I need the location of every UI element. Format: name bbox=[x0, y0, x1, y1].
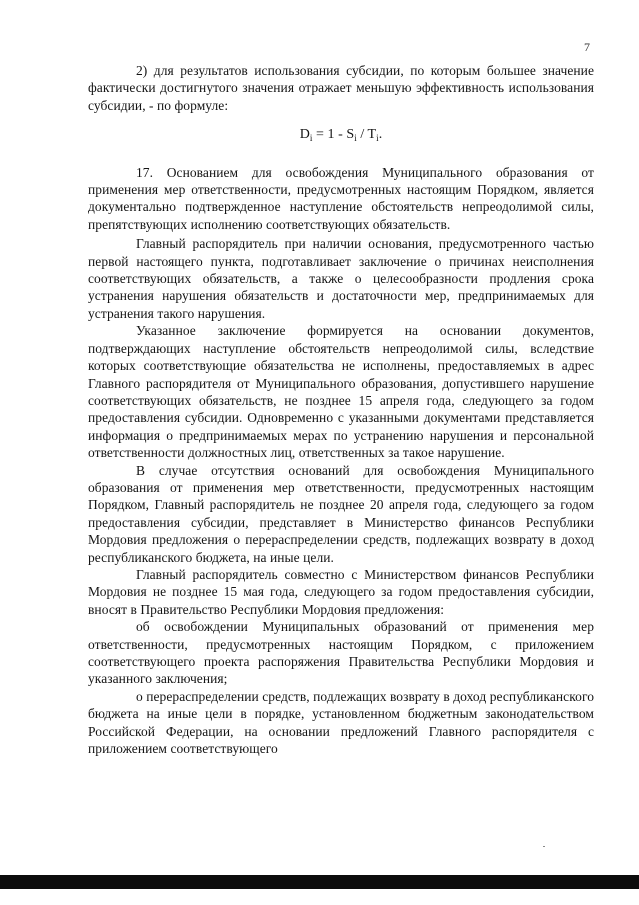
paragraph-result-formula-intro: 2) для результатов использования субсидии, по которым большее значение фактически достигнутого значения отражает меньшую эффективность использования субсидии, - по формуле: bbox=[88, 63, 594, 113]
document-body bbox=[88, 62, 594, 757]
paragraph-joint-proposals: Главный распорядитель совместно с Министерством финансов Республики Мордовия не позднее 15 мая года, следующего за годом предоставления субсидии, вносят в Правительство Республики Мордовия предложения: bbox=[88, 566, 594, 617]
paragraph-conclusion-preparation: Главный распорядитель при наличии основания, предусмотренного частью первой настоящего пункта, подготавливает заключение о причинах неисполнения соответствующих обязательств, а также о целесообразности продления срока устранения нарушения обязательств и достаточности мер, предпринимаемых для устранения такого нарушения. bbox=[88, 236, 594, 321]
paragraph-proposal-redistribution: о перераспределении средств, подлежащих возврату в доход республиканского бюджета на иные цели в порядке, установленном бюджетным законодательством Российской Федерации, на основании предложений Главного распорядителя с приложением соответствующего bbox=[88, 688, 594, 757]
formula-d: D bbox=[299, 127, 310, 143]
formula-middle: = 1 - S bbox=[312, 127, 355, 143]
page-number: 7 bbox=[584, 40, 590, 54]
paragraph-conclusion-basis: Указанное заключение формируется на основании документов, подтверждающих наступление обстоятельств непреодолимой силы, вследствие которых соответствующие обязательства не исполнены, предоставляемых в адрес Главного распорядителя от Муниципального образования, допустившего нарушение соответствующих обязательств, не позднее 15 апреля года, следующего за годом предоставления субсидии. Одновременно с указанными документами представляется информация о предпринимаемых мерах по устранению нарушения и персональной ответственности должностных лиц, ответственных за такое нарушение. bbox=[88, 323, 594, 461]
formula-index-3: i bbox=[376, 133, 379, 144]
scan-bottom-edge bbox=[0, 875, 639, 889]
formula-end: . bbox=[378, 127, 383, 143]
paragraph-proposal-exemption: об освобождении Муниципальных образований от применения мер ответственности, предусмотренных настоящим Порядком, с приложением соответствующего проекта распоряжения Правительства Республики Мордовия и указанного заключения; bbox=[88, 619, 594, 687]
formula bbox=[88, 126, 594, 147]
paragraph-17-force-majeure: 17. Основанием для освобождения Муниципального образования от применения мер ответственности, предусмотренных настоящим Порядком, является документально подтвержденное наступление обстоятельств непреодолимой силы, препятствующих исполнению соответствующих обязательств. bbox=[88, 164, 594, 232]
scan-speck bbox=[543, 846, 545, 847]
formula-index-2: i bbox=[354, 133, 357, 144]
paragraph-no-grounds: В случае отсутствия оснований для освобождения Муниципального образования от применения мер ответственности, предусмотренных настоящим Порядком, Главный распорядитель не позднее 20 апреля года, следующего за годом предоставления субсидии, представляет в Министерство финансов Республики Мордовия предложения о перераспределении средств, подлежащих возврату в доход республиканского бюджета, на иные цели. bbox=[88, 462, 594, 565]
formula-index-1: i bbox=[309, 133, 313, 144]
formula-divisor: / T bbox=[356, 127, 377, 143]
